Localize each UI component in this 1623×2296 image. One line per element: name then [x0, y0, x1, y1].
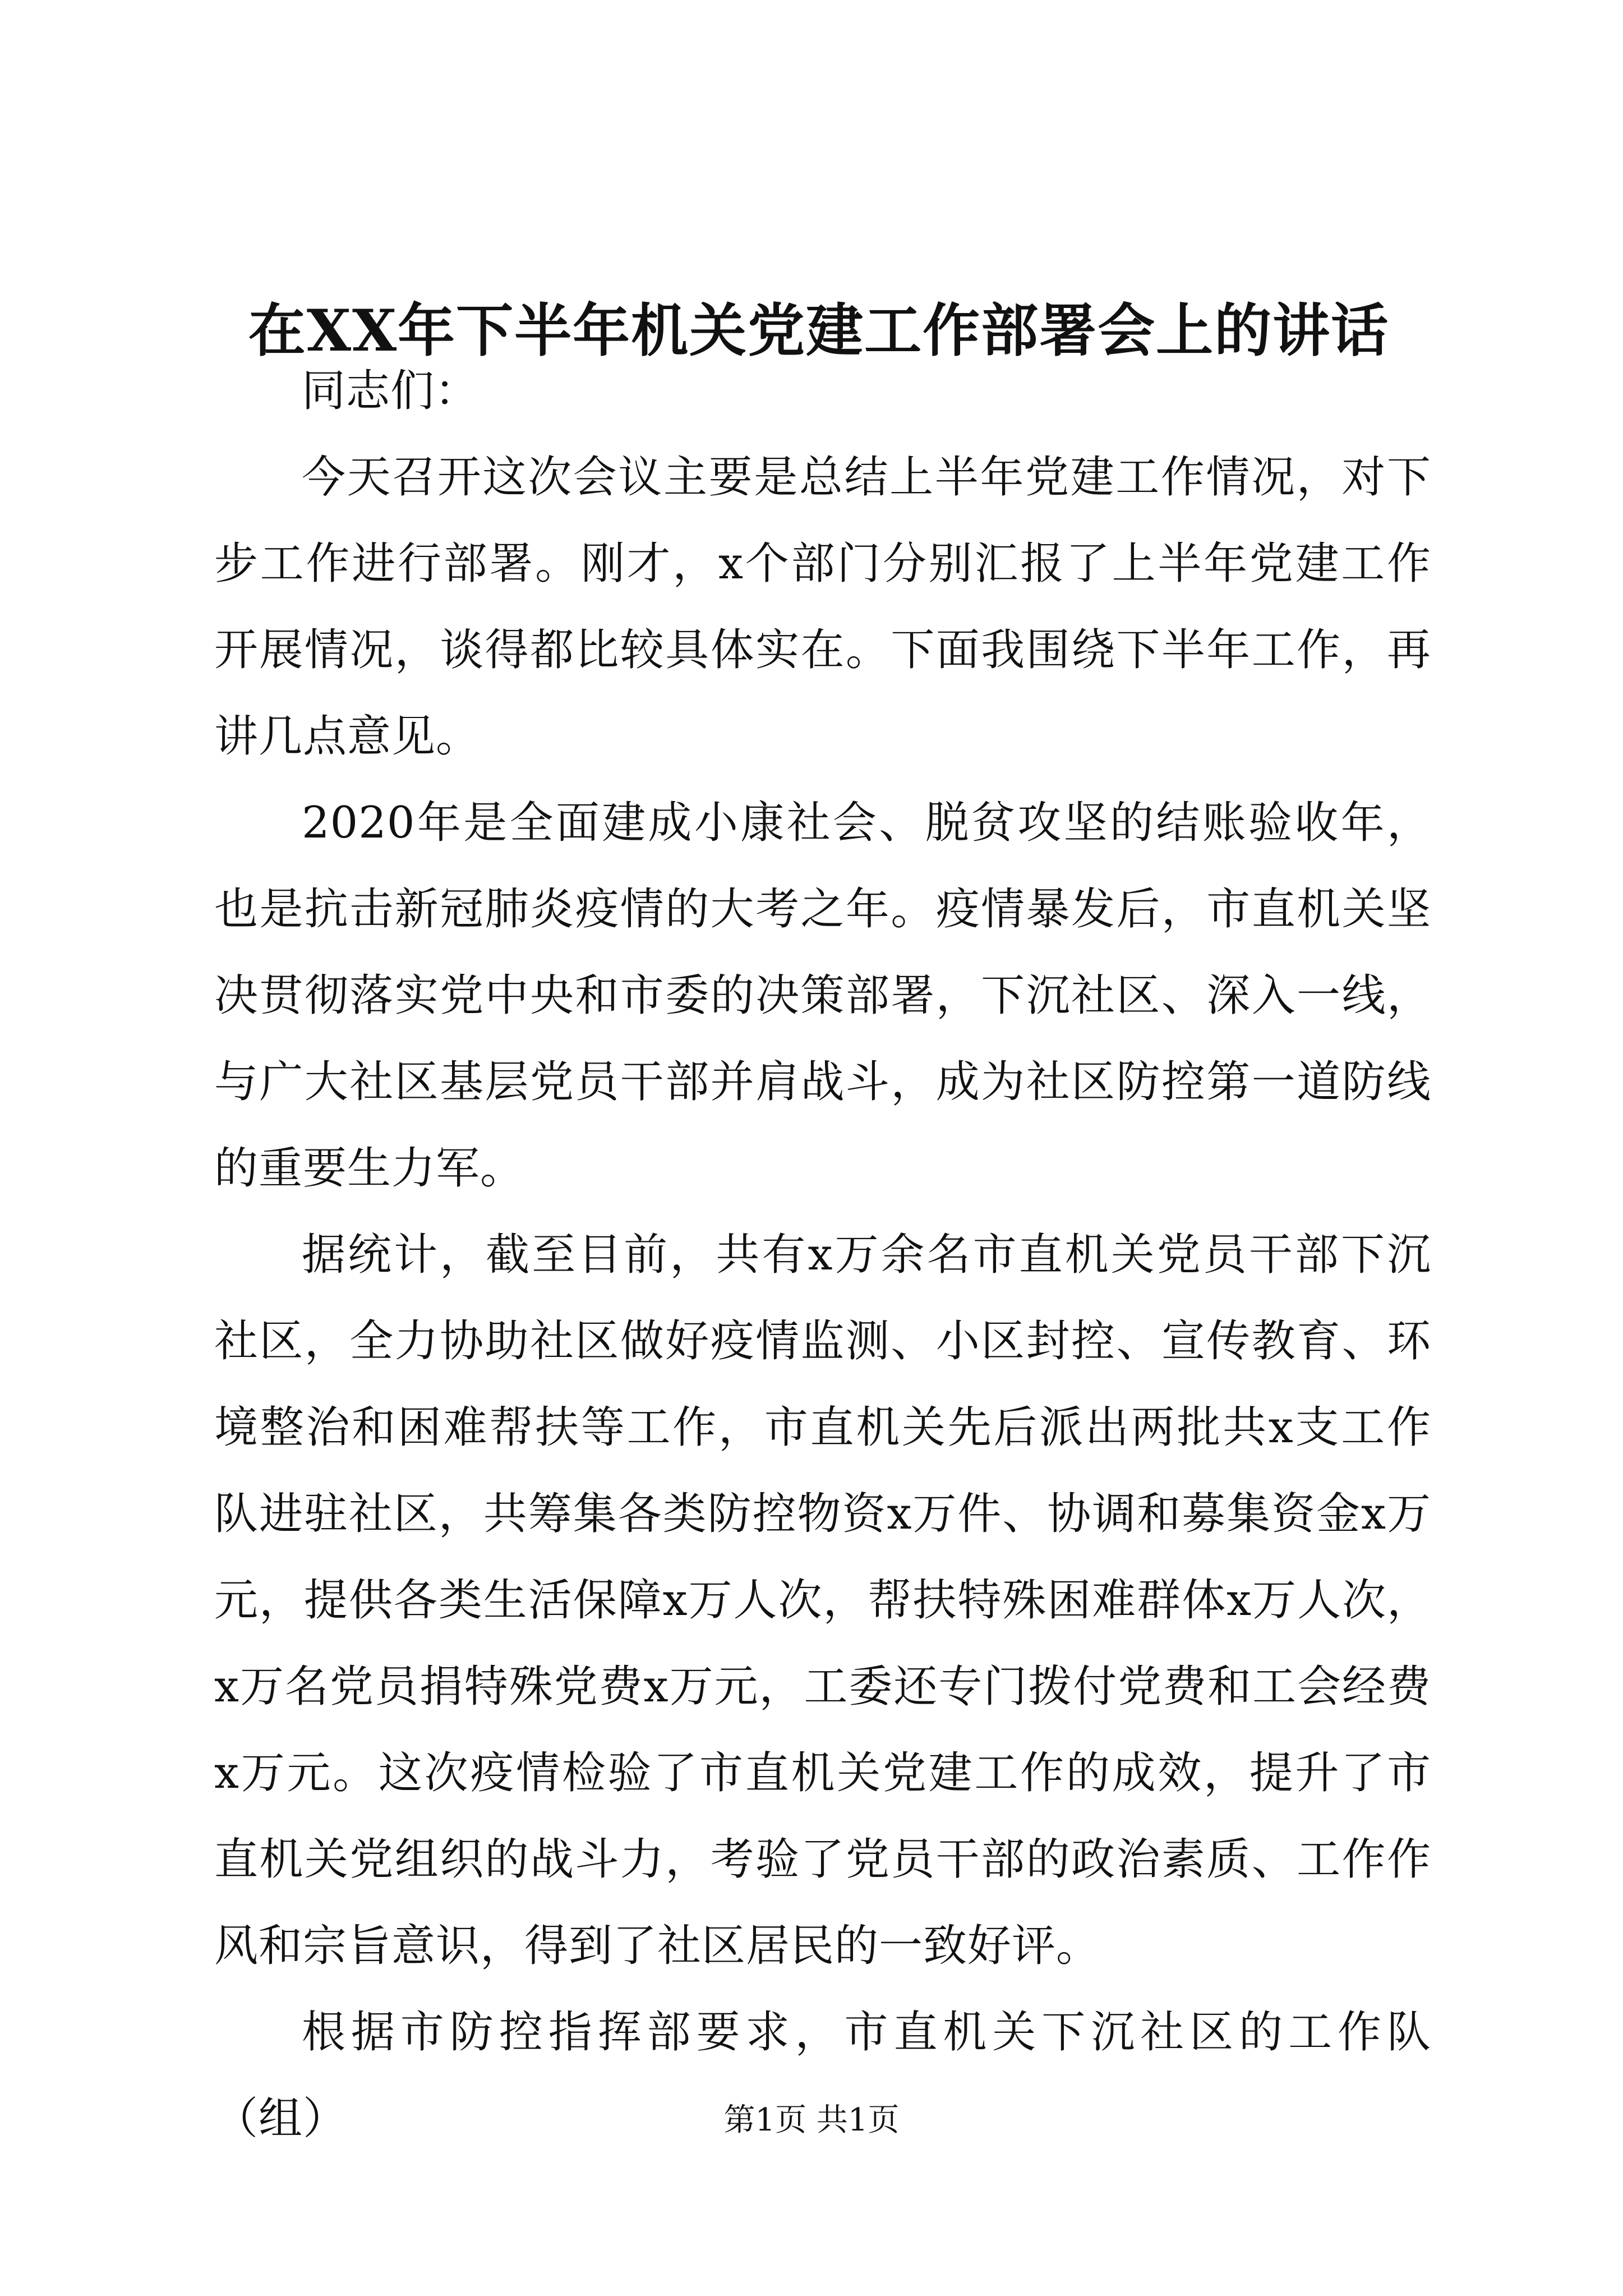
body-paragraph: 根据市防控指挥部要求，市直机关下沉社区的工作队（组） [214, 2007, 1431, 2144]
body-paragraph: 2020年是全面建成小康社会、脱贫攻坚的结账验收年，也是抗击新冠肺炎疫情的大考之年。疫情暴发后，市直机关坚决贯彻落实党中央和市委的决策部署，下沉社区、深入一线，与广大社区基层党员干部并肩战斗，成为社区防控第一道防线的重要生力军。 [214, 798, 1431, 1194]
page-footer: 第1页 共1页 [723, 2102, 900, 2138]
document-body [214, 348, 1431, 2162]
body-paragraph: 据统计，截至目前，共有x万余名市直机关党员干部下沉社区，全力协助社区做好疫情监测、小区封控、宣传教育、环境整治和困难帮扶等工作，市直机关先后派出两批共x支工作队进驻社区，共筹集各类防控物资x万件、协调和募集资金x万元，提供各类生活保障x万人次，帮扶特殊困难群体x万人次，x万名党员捐特殊党费x万元，工委还专门拨付党费和工会经费x万元。这次疫情检验了市直机关党建工作的成效，提升了市直机关党组织的战斗力，考验了党员干部的政治素质、工作作风和宗旨意识，得到了社区居民的一致好评。 [214, 1230, 1431, 1971]
body-paragraph: 今天召开这次会议主要是总结上半年党建工作情况，对下步工作进行部署。刚才，x个部门分别汇报了上半年党建工作开展情况，谈得都比较具体实在。下面我围绕下半年工作，再讲几点意见。 [214, 452, 1431, 762]
document-title: 在XX年下半年机关党建工作部署会上的讲话 [248, 297, 1390, 365]
salutation-paragraph: 同志们： [302, 366, 479, 416]
